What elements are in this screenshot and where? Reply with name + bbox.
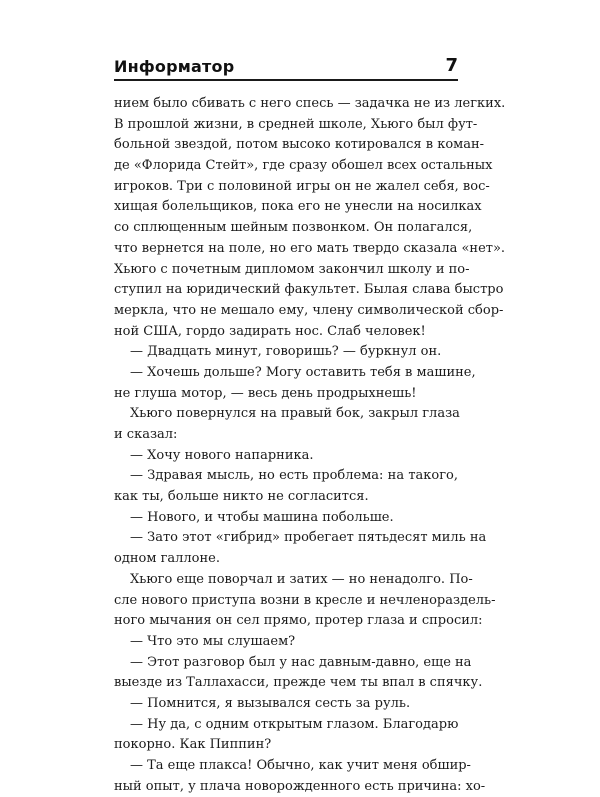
page-number: 7 [445, 55, 458, 76]
text-line: что вернется на поле, но его мать твердо сказала «нет». [114, 240, 506, 256]
dialogue-line: — Этот разговор был у нас давным-давно, еще на [130, 654, 472, 670]
dialogue-line: — Двадцать минут, говоришь? — буркнул он. [130, 344, 442, 360]
text-line: как ты, больше никто не согласится. [114, 489, 369, 505]
text-line: одном галлоне. [114, 551, 220, 567]
dialogue-line: — Ну да, с одним открытым глазом. Благодарю [130, 716, 459, 732]
text-line: не глуша мотор, — весь день продрыхнешь! [114, 385, 417, 401]
dialogue-line: — Помнится, я вызывался сесть за руль. [130, 695, 411, 711]
dialogue-line: — Хочу нового напарника. [130, 447, 314, 463]
text-line: де «Флорида Стейт», где сразу обошел всех остальных [114, 158, 493, 174]
dialogue-line: — Та еще плакса! Обычно, как учит меня обшир- [130, 758, 471, 773]
text-line: ной США, гордо задирать нос. Слаб человек! [114, 323, 426, 339]
text-line: меркла, что не мешало ему, члену символической сбор- [114, 302, 504, 318]
text-line: В прошлой жизни, в средней школе, Хьюго был фут- [114, 116, 478, 132]
text-line: ный опыт, у плача новорожденного есть причина: хо- [114, 778, 486, 794]
text-line: со сплющенным шейным позвонком. Он полагался, [114, 220, 473, 236]
paragraph-line: Хьюго еще поворчал и затих — но ненадолго. По- [130, 571, 473, 587]
text-line: нием было сбивать с него спесь — задачка не из легких. [114, 96, 506, 111]
text-line: Хьюго с почетным дипломом закончил школу и по- [114, 261, 470, 277]
header-rule [114, 79, 458, 81]
dialogue-line: — Нового, и чтобы машина побольше. [130, 509, 394, 525]
text-line: ступил на юридический факультет. Былая слава быстро [114, 282, 504, 298]
text-line: сле нового приступа возни в кресле и нечленораздель- [114, 592, 496, 608]
body-text [114, 94, 506, 797]
text-line: выезде из Таллахасси, прежде чем ты впал в спячку. [114, 675, 483, 691]
text-line: хищая болельщиков, пока его не унесли на носилках [114, 199, 482, 215]
text-line: ного мычания он сел прямо, протер глаза и спросил: [114, 613, 483, 629]
text-line: больной звездой, потом высоко котировался в коман- [114, 137, 485, 153]
text-line: покорно. Как Пиппин? [114, 737, 272, 753]
dialogue-line: — Что это мы слушаем? [130, 633, 296, 649]
page-header [114, 55, 458, 81]
text-line: игроков. Три с половиной игры он не жалел себя, вос- [114, 178, 490, 194]
dialogue-line: — Здравая мысль, но есть проблема: на такого, [130, 468, 458, 484]
dialogue-line: — Хочешь дольше? Могу оставить тебя в машине, [130, 364, 476, 380]
running-title: Информатор [114, 57, 235, 76]
dialogue-line: — Зато этот «гибрид» пробегает пятьдесят миль на [130, 530, 487, 546]
paragraph-line: Хьюго повернулся на правый бок, закрыл глаза [130, 406, 460, 422]
text-line: и сказал: [114, 427, 178, 442]
